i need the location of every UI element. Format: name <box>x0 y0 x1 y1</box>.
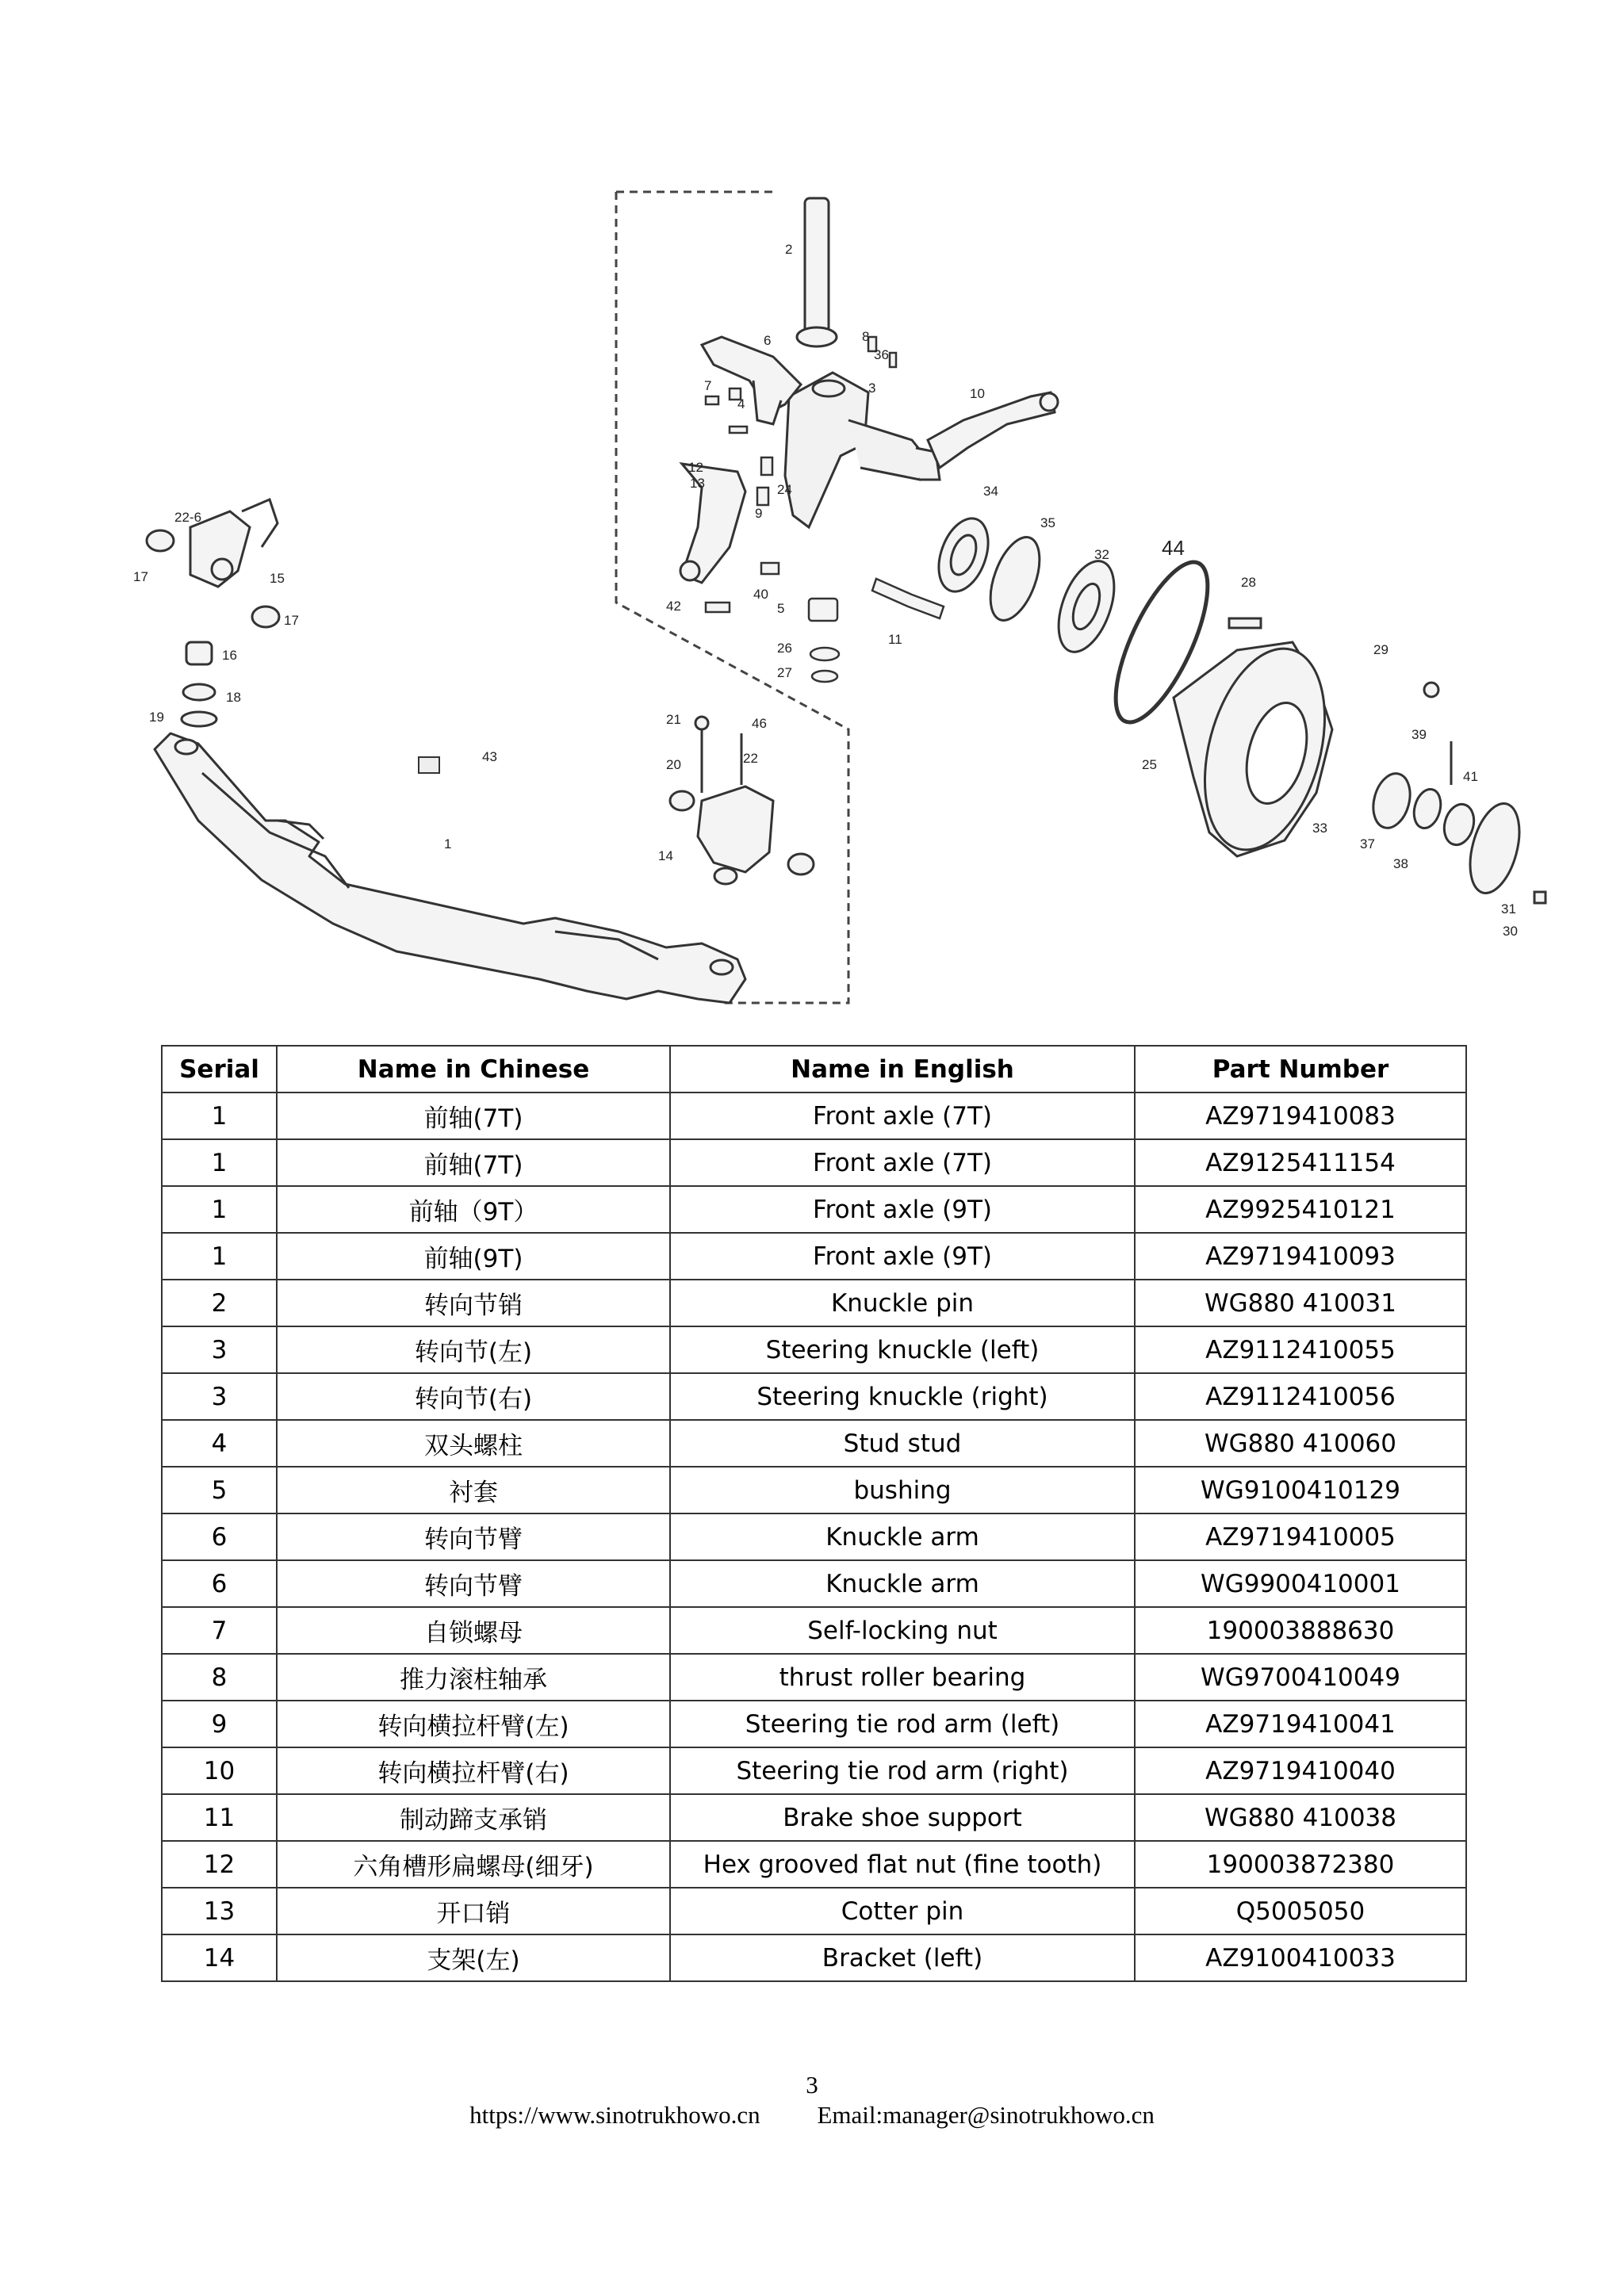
table-row <box>162 1701 1466 1747</box>
cell-part-number: AZ9719410040 <box>1135 1747 1466 1794</box>
callout-label: 10 <box>970 386 985 401</box>
cell-serial: 1 <box>162 1186 277 1233</box>
cell-name-english: Steering knuckle (left) <box>670 1326 1135 1373</box>
table-row <box>162 1280 1466 1326</box>
cell-serial: 1 <box>162 1093 277 1139</box>
tie-rod-arm-right <box>928 392 1058 468</box>
callout-label: 41 <box>1463 769 1478 784</box>
callout-label: 12 <box>688 460 703 475</box>
cell-serial: 3 <box>162 1373 277 1420</box>
table-row <box>162 1326 1466 1373</box>
cell-serial: 11 <box>162 1794 277 1841</box>
cell-name-english: Front axle (9T) <box>670 1186 1135 1233</box>
cell-part-number: Q5005050 <box>1135 1888 1466 1934</box>
cell-serial: 7 <box>162 1607 277 1654</box>
cell-name-english: Stud stud <box>670 1420 1135 1467</box>
cell-serial: 3 <box>162 1326 277 1373</box>
cell-name-chinese: 转向节销 <box>277 1280 670 1326</box>
callout-label: 7 <box>704 378 712 393</box>
header-name-english: Name in English <box>670 1046 1135 1093</box>
cell-part-number: AZ9719410041 <box>1135 1701 1466 1747</box>
callout-label: 11 <box>888 632 902 647</box>
part-43 <box>419 757 439 773</box>
callout-label: 6 <box>764 333 772 348</box>
cell-serial: 14 <box>162 1934 277 1981</box>
cell-serial: 6 <box>162 1560 277 1607</box>
table-row <box>162 1888 1466 1934</box>
table-row <box>162 1747 1466 1794</box>
callout-label: 44 <box>1162 536 1185 560</box>
king-pin <box>797 198 837 346</box>
website-link[interactable]: https://www.sinotrukhowo.cn <box>469 2101 760 2129</box>
cell-name-chinese: 转向横拉杆臂(左) <box>277 1701 670 1747</box>
cell-name-chinese: 制动蹄支承销 <box>277 1794 670 1841</box>
callout-label: 27 <box>777 665 792 680</box>
cell-name-chinese: 双头螺柱 <box>277 1420 670 1467</box>
cell-name-chinese: 支架(左) <box>277 1934 670 1981</box>
cell-serial: 9 <box>162 1701 277 1747</box>
cell-part-number: AZ9925410121 <box>1135 1186 1466 1233</box>
cell-part-number: 190003888630 <box>1135 1607 1466 1654</box>
cell-name-chinese: 自锁螺母 <box>277 1607 670 1654</box>
cell-serial: 8 <box>162 1654 277 1701</box>
cell-name-english: Knuckle arm <box>670 1560 1135 1607</box>
callout-label: 35 <box>1040 515 1055 530</box>
table-row <box>162 1139 1466 1186</box>
cell-name-english: thrust roller bearing <box>670 1654 1135 1701</box>
cell-name-chinese: 转向节臂 <box>277 1513 670 1560</box>
cell-part-number: 190003872380 <box>1135 1841 1466 1888</box>
callout-label: 29 <box>1373 642 1388 657</box>
callout-label: 20 <box>666 757 681 772</box>
cell-part-number: WG880 410031 <box>1135 1280 1466 1326</box>
callout-label: 15 <box>270 571 285 586</box>
cell-name-chinese: 推力滚柱轴承 <box>277 1654 670 1701</box>
callout-label: 43 <box>482 749 497 764</box>
callout-label: 3 <box>868 381 876 396</box>
cell-name-english: Front axle (7T) <box>670 1139 1135 1186</box>
cell-name-english: Bracket (left) <box>670 1934 1135 1981</box>
cell-serial: 6 <box>162 1513 277 1560</box>
table-row <box>162 1467 1466 1513</box>
table-row <box>162 1654 1466 1701</box>
steering-knuckle <box>785 373 940 527</box>
callout-label: 4 <box>737 396 745 411</box>
callout-label: 14 <box>658 848 673 863</box>
table-row <box>162 1934 1466 1981</box>
cell-name-chinese: 转向节臂 <box>277 1560 670 1607</box>
cell-name-chinese: 转向节(左) <box>277 1326 670 1373</box>
callout-label: 40 <box>753 587 768 602</box>
callout-label: 32 <box>1094 547 1109 562</box>
cell-serial: 13 <box>162 1888 277 1934</box>
cell-part-number: WG9700410049 <box>1135 1654 1466 1701</box>
callout-label: 37 <box>1360 836 1375 851</box>
callout-label: 19 <box>149 710 164 725</box>
footer-contact <box>0 2101 1624 2130</box>
callout-label: 18 <box>226 690 241 705</box>
cell-name-english: Knuckle pin <box>670 1280 1135 1326</box>
cell-name-chinese: 转向节(右) <box>277 1373 670 1420</box>
callout-label: 25 <box>1142 757 1157 772</box>
callout-label: 33 <box>1312 821 1327 836</box>
callout-label: 30 <box>1503 924 1518 939</box>
table-row <box>162 1420 1466 1467</box>
cell-name-english: Hex grooved flat nut (fine tooth) <box>670 1841 1135 1888</box>
cell-name-chinese: 前轴（9T） <box>277 1186 670 1233</box>
callout-label: 22-6 <box>174 510 202 525</box>
cell-part-number: WG880 410038 <box>1135 1794 1466 1841</box>
table-body <box>162 1093 1466 1981</box>
cell-serial: 1 <box>162 1233 277 1280</box>
table-row <box>162 1794 1466 1841</box>
header-serial: Serial <box>162 1046 277 1093</box>
table-row <box>162 1560 1466 1607</box>
cell-serial: 12 <box>162 1841 277 1888</box>
callout-label: 39 <box>1411 727 1427 742</box>
cell-part-number: AZ9719410083 <box>1135 1093 1466 1139</box>
left-knuckle-assembly <box>147 499 279 726</box>
callout-label: 5 <box>777 601 785 616</box>
callout-label: 17 <box>284 613 299 628</box>
cell-part-number: AZ9125411154 <box>1135 1139 1466 1186</box>
front-axle-beam <box>155 733 745 1003</box>
cell-part-number: WG880 410060 <box>1135 1420 1466 1467</box>
callout-label: 42 <box>666 599 681 614</box>
cell-name-chinese: 前轴(7T) <box>277 1139 670 1186</box>
cell-part-number: AZ9112410056 <box>1135 1373 1466 1420</box>
callout-label: 1 <box>444 836 452 851</box>
table-row <box>162 1093 1466 1139</box>
cell-part-number: WG9100410129 <box>1135 1467 1466 1513</box>
cell-name-english: Cotter pin <box>670 1888 1135 1934</box>
callout-label: 8 <box>862 329 870 344</box>
cell-name-english: Steering tie rod arm (left) <box>670 1701 1135 1747</box>
table-row <box>162 1233 1466 1280</box>
bracket-assembly <box>670 717 814 884</box>
callout-label: 46 <box>752 716 767 731</box>
cell-name-english: Front axle (7T) <box>670 1093 1135 1139</box>
callout-label: 26 <box>777 641 792 656</box>
cell-name-english: Steering knuckle (right) <box>670 1373 1135 1420</box>
table-row <box>162 1186 1466 1233</box>
parts-table <box>161 1045 1467 1982</box>
cell-name-chinese: 六角槽形扁螺母(细牙) <box>277 1841 670 1888</box>
callout-label: 34 <box>983 484 998 499</box>
cell-name-english: Steering tie rod arm (right) <box>670 1747 1135 1794</box>
cell-name-english: Brake shoe support <box>670 1794 1135 1841</box>
cell-serial: 5 <box>162 1467 277 1513</box>
callout-label: 36 <box>874 347 889 362</box>
callout-label: 2 <box>785 242 793 257</box>
table-row <box>162 1373 1466 1420</box>
callout-label: 17 <box>133 569 148 584</box>
page-number: 3 <box>806 2071 818 2099</box>
cell-serial: 10 <box>162 1747 277 1794</box>
cell-serial: 4 <box>162 1420 277 1467</box>
table-header-row <box>162 1046 1466 1093</box>
table-row <box>162 1841 1466 1888</box>
callout-label: 13 <box>690 476 705 491</box>
callout-label: 24 <box>777 482 792 497</box>
cell-name-english: Self-locking nut <box>670 1607 1135 1654</box>
cell-part-number: AZ9719410093 <box>1135 1233 1466 1280</box>
cell-name-english: Front axle (9T) <box>670 1233 1135 1280</box>
cell-name-english: Knuckle arm <box>670 1513 1135 1560</box>
callout-label: 31 <box>1501 901 1516 916</box>
cell-part-number: AZ9100410033 <box>1135 1934 1466 1981</box>
cell-part-number: WG9900410001 <box>1135 1560 1466 1607</box>
cell-part-number: AZ9719410005 <box>1135 1513 1466 1560</box>
callout-label: 16 <box>222 648 237 663</box>
callout-label: 22 <box>743 751 758 766</box>
callout-label: 28 <box>1241 575 1256 590</box>
cell-name-chinese: 衬套 <box>277 1467 670 1513</box>
cell-serial: 1 <box>162 1139 277 1186</box>
cell-name-chinese: 前轴(9T) <box>277 1233 670 1280</box>
cell-part-number: AZ9112410055 <box>1135 1326 1466 1373</box>
exploded-axle-diagram <box>111 174 1518 1015</box>
header-part-number: Part Number <box>1135 1046 1466 1093</box>
knuckle-arm <box>702 337 801 424</box>
cell-name-chinese: 前轴(7T) <box>277 1093 670 1139</box>
email-link[interactable]: Email:manager@sinotrukhowo.cn <box>817 2101 1155 2129</box>
cell-serial: 2 <box>162 1280 277 1326</box>
cell-name-english: bushing <box>670 1467 1135 1513</box>
callout-label: 21 <box>666 712 681 727</box>
callout-label: 9 <box>755 506 763 521</box>
table-row <box>162 1607 1466 1654</box>
table-row <box>162 1513 1466 1560</box>
cell-name-chinese: 转向横拉杆臂(右) <box>277 1747 670 1794</box>
callout-label: 38 <box>1393 856 1408 871</box>
cell-name-chinese: 开口销 <box>277 1888 670 1934</box>
hub-assembly <box>929 511 1545 903</box>
header-name-chinese: Name in Chinese <box>277 1046 670 1093</box>
